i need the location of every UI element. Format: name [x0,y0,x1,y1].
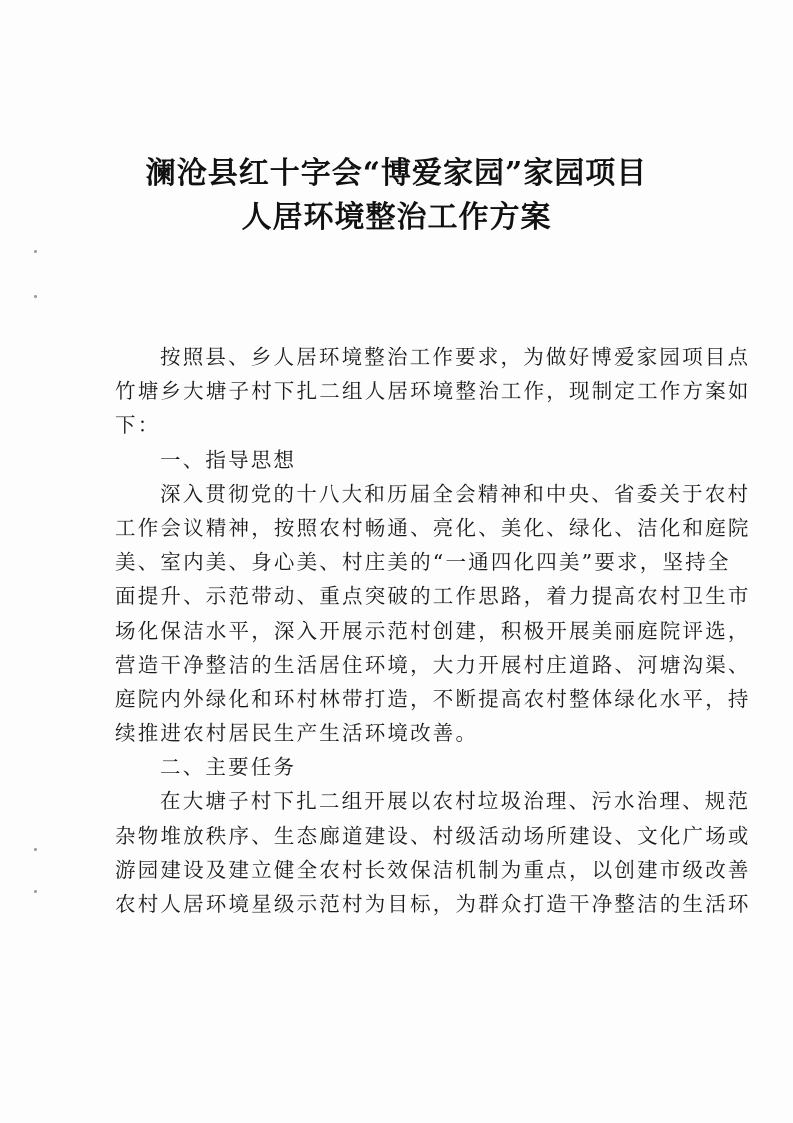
scan-speck [34,250,37,253]
paragraph-line: 游园建设及建立健全农村长效保洁机制为重点，以创建市级改善 [115,857,751,882]
document-title-line-1: 澜沧县红十字会“博爱家园”家园项目 [145,156,648,191]
paragraph-line: 竹塘乡大塘子村下扎二组人居环境整治工作，现制定工作方案如 [115,379,751,404]
paragraph-line: 农村人居环境星级示范村为目标，为群众打造干净整洁的生活环 [115,892,751,916]
paragraph-line: 庭院内外绿化和环村林带打造，不断提高农村整体绿化水平，持 [115,686,751,711]
paragraph-line: 面提升、示范带动、重点突破的工作思路，着力提高农村卫生市 [115,584,751,609]
paragraph-line: 下： [115,413,161,438]
paragraph-line: 营造干净整洁的生活居住环境，大力开展村庄道路、河塘沟渠、 [115,652,751,677]
scan-speck [34,890,37,893]
paragraph-line: 在大塘子村下扎二组开展以农村垃圾治理、污水治理、规范 [160,789,751,814]
document-body [115,340,751,921]
paragraph-line: 工作会议精神，按照农村畅通、亮化、美化、绿化、洁化和庭院 [115,515,751,540]
section-heading: 一、指导思想 [160,447,297,472]
paragraph-line: 场化保洁水平，深入开展示范村创建，积极开展美丽庭院评选， [115,618,751,643]
paragraph-line: 美、室内美、身心美、村庄美的“一通四化四美”要求，坚持全 [115,550,731,575]
paragraph-line: 续推进农村居民生产生活环境改善。 [115,721,479,746]
paragraph-line: 深入贯彻党的十八大和历届全会精神和中央、省委关于农村 [160,481,751,506]
scan-speck [34,295,37,298]
scan-speck [34,848,37,851]
section-heading: 二、主要任务 [160,755,297,780]
paragraph-line: 按照县、乡人居环境整治工作要求，为做好博爱家园项目点 [160,345,751,369]
paragraph-line: 杂物堆放秩序、生态廊道建设、村级活动场所建设、文化广场或 [115,823,751,848]
document-title-line-2: 人居环境整治工作方案 [241,200,552,235]
